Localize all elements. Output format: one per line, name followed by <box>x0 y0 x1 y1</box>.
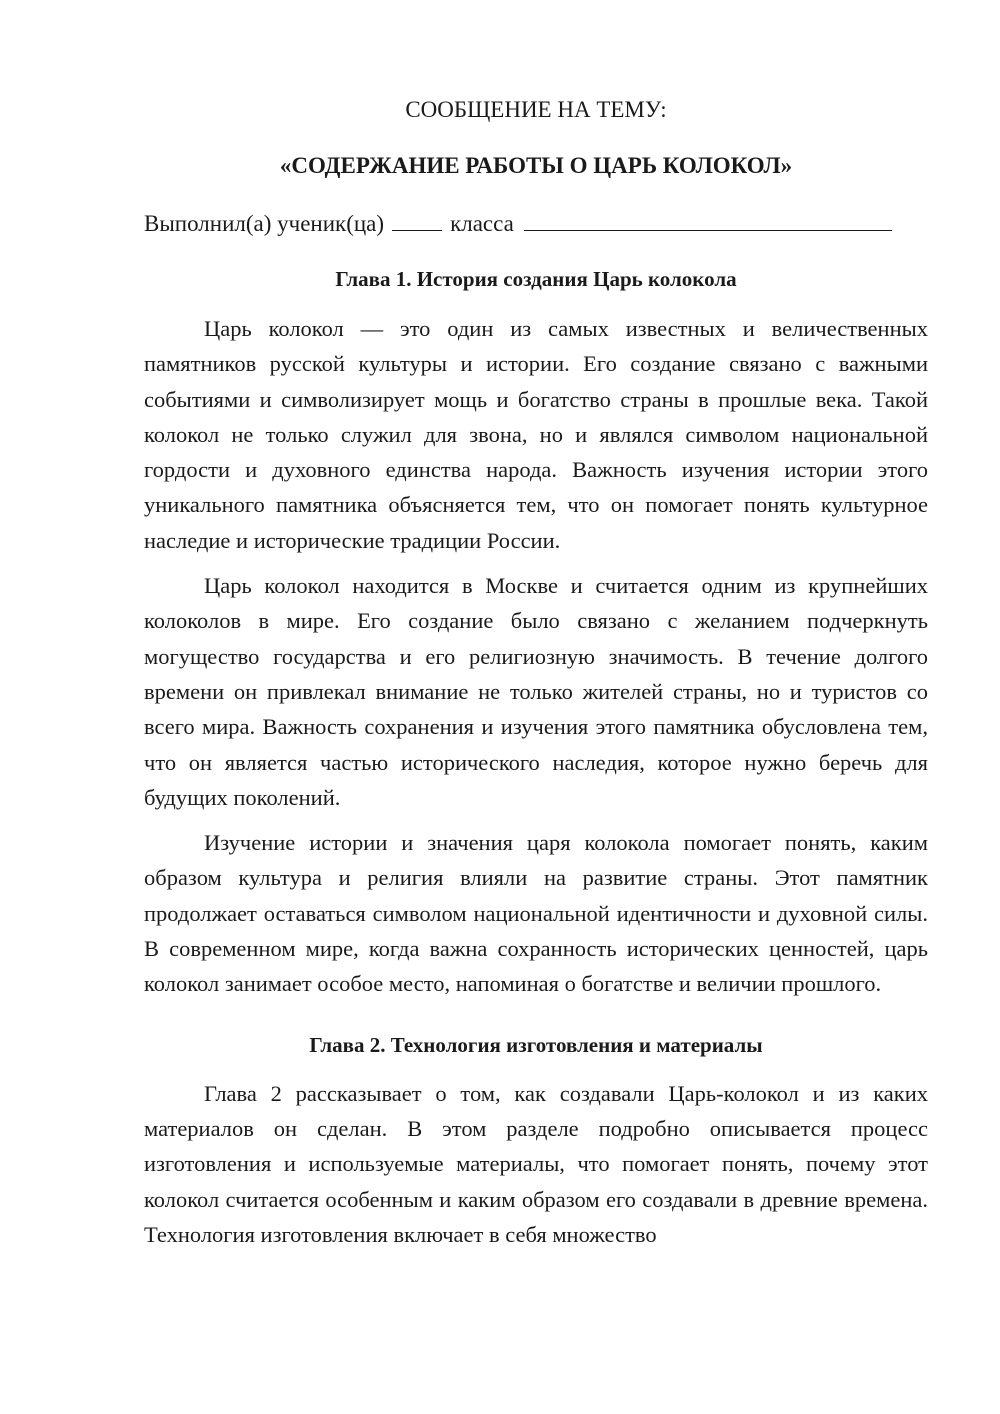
chapter-1-paragraph-2: Царь колокол находится в Москве и считается одним из крупнейших колоколов в мире. Его создание было связано с желанием подчеркнуть могущество государства и его религиозную значимость. В течение долгого времени он привлекал внимание не только жителей страны, но и туристов со всего мира. Важность сохранения и изучения этого памятника обусловлена тем, что он является частью исторического наследия, которое нужно беречь для будущих поколений. <box>144 573 928 810</box>
chapter-1-heading: Глава 1. История создания Царь колокола <box>335 267 737 291</box>
grade-blank <box>392 208 442 231</box>
name-blank <box>524 208 892 231</box>
chapter-1-paragraph-3: Изучение истории и значения царя колокола помогает понять, каким образом культура и религия влияли на развитие страны. Этот памятник продолжает оставаться символом национальной идентичности и духовной силы. В современном мире, когда важна сохранность исторических ценностей, царь колокол занимает особое место, напоминая о богатстве и величии прошлого. <box>144 830 928 997</box>
grade-label: класса <box>450 211 514 236</box>
author-label: Выполнил(а) ученик(ца) <box>144 211 385 236</box>
document-title: «СОДЕРЖАНИЕ РАБОТЫ О ЦАРЬ КОЛОКОЛ» <box>279 153 793 178</box>
document-page <box>144 92 928 1252</box>
document-title-topic: СООБЩЕНИЕ НА ТЕМУ: <box>405 97 667 122</box>
chapter-2-heading: Глава 2. Технология изготовления и материалы <box>309 1032 763 1057</box>
chapter-1-paragraph-1: Царь колокол — это один из самых известных и величественных памятников русской культуры и истории. Его создание связано с важными событиями и символизирует мощь и богатство страны в прошлые века. Такой колокол не только служил для звона, но и являлся символом национальной гордости и духовного единства народа. Важность изучения истории этого уникального памятника объясняется тем, что он помогает понять культурное наследие и исторические традиции России. <box>144 316 928 553</box>
author-line <box>144 206 928 242</box>
chapter-2-paragraph-1: Глава 2 рассказывает о том, как создавали Царь-колокол и из каких материалов он сделан. В этом разделе подробно описывается процесс изготовления и используемые материалы, что помогает понять, почему этот колокол считается особенным и каким образом его создавали в древние времена. Технология изготовления включает в себя множество <box>144 1080 928 1247</box>
